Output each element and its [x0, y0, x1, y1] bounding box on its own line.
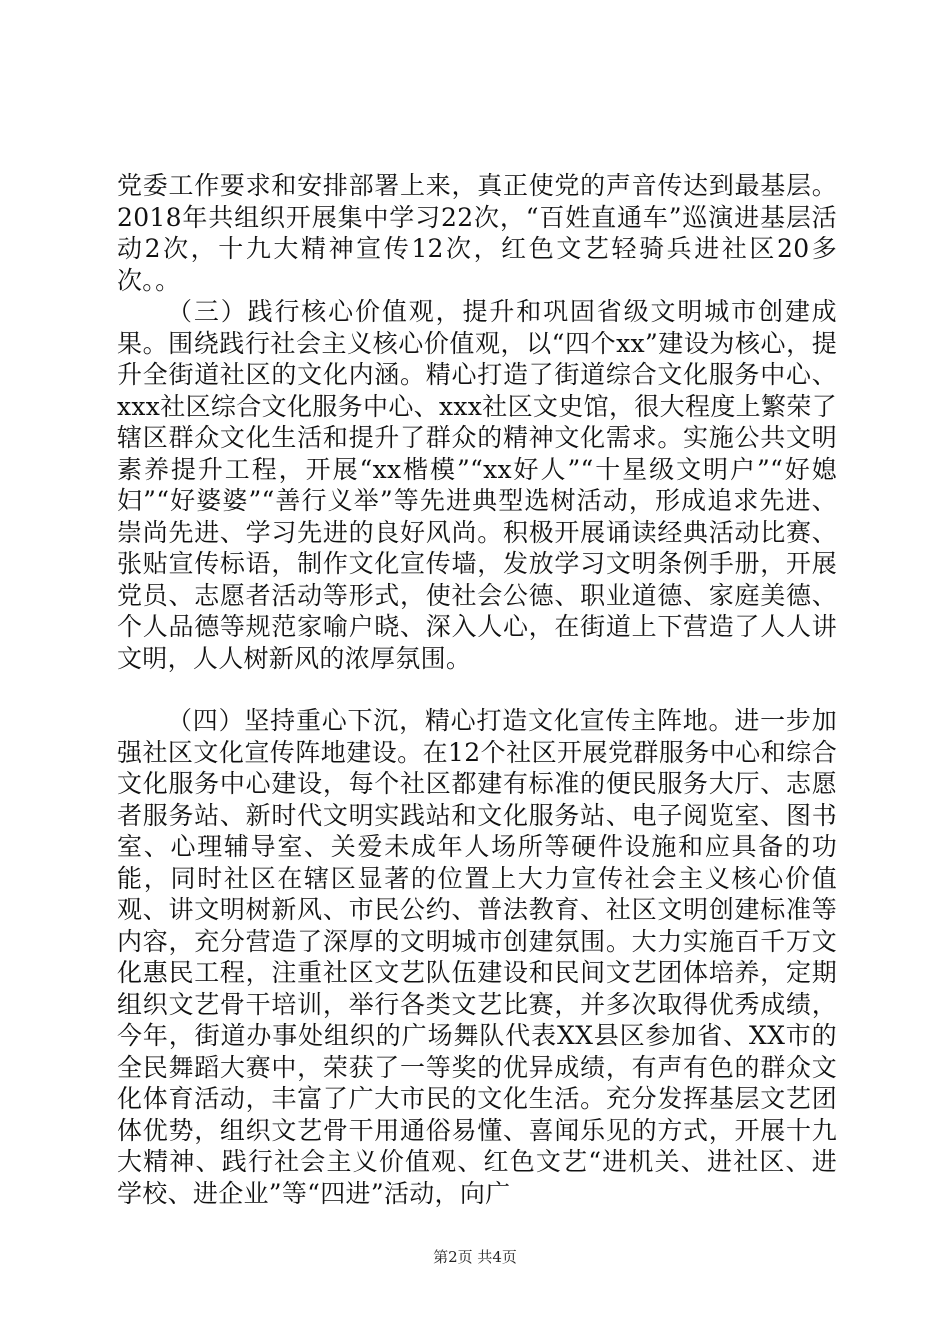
paragraph-continuation: 党委工作要求和安排部署上来，真正使党的声音传达到最基层。2018年共组织开展集中学习22次，“百姓直通车”巡演进基层活动2次，十九大精神宣传12次，红色文艺轻骑兵进社区20多次。。 [117, 171, 837, 295]
page-number-footer: 第2页 共4页 [433, 1248, 517, 1266]
paragraph-section-three: （三）践行核心价值观，提升和巩固省级文明城市创建成果。围绕践行社会主义核心价值观，以“四个xx”建设为核心，提升全街道社区的文化内涵。精心打造了街道综合文化服务中心、xxx社区综合文化服务中心、xxx社区文史馆，很大程度上繁荣了辖区群众文化生活和提升了群众的精神文化需求。实施公共文明素养提升工程，开展“xx楷模”“xx好人”“十星级文明户”“好媳妇”“好婆婆”“善行义举”等先进典型选树活动，形成追求先进、崇尚先进、学习先进的良好风尚。积极开展诵读经典活动比赛、张贴宣传标语，制作文化宣传墙，发放学习文明条例手册，开展党员、志愿者活动等形式，使社会公德、职业道德、家庭美德、个人品德等规范家喻户晓、深入人心，在街道上下营造了人人讲文明，人人树新风的浓厚氛围。 [117, 297, 837, 673]
paragraph-section-four: （四）坚持重心下沉，精心打造文化宣传主阵地。进一步加强社区文化宣传阵地建设。在12个社区开展党群服务中心和综合文化服务中心建设，每个社区都建有标准的便民服务大厅、志愿者服务站、新时代文明实践站和文化服务站、电子阅览室、图书室、心理辅导室、关爱未成年人场所等硬件设施和应具备的功能，同时社区在辖区显著的位置上大力宣传社会主义核心价值观、讲文明树新风、市民公约、普法教育、社区文明创建标准等内容，充分营造了深厚的文明城市创建氛围。大力实施百千万文化惠民工程，注重社区文艺队伍建设和民间文艺团体培养，定期组织文艺骨干培训，举行各类文艺比赛，并多次取得优秀成绩，今年，街道办事处组织的广场舞队代表XX县区参加省、XX市的全民舞蹈大赛中，荣获了一等奖的优异成绩，有声有色的群众文化体育活动，丰富了广大市民的文化生活。充分发挥基层文艺团体优势，组织文艺骨干用通俗易懂、喜闻乐见的方式，开展十九大精神、践行社会主义价值观、红色文艺“进机关、进社区、进学校、进企业”等“四进”活动，向广 [117, 706, 837, 1208]
document-body [117, 170, 837, 1209]
